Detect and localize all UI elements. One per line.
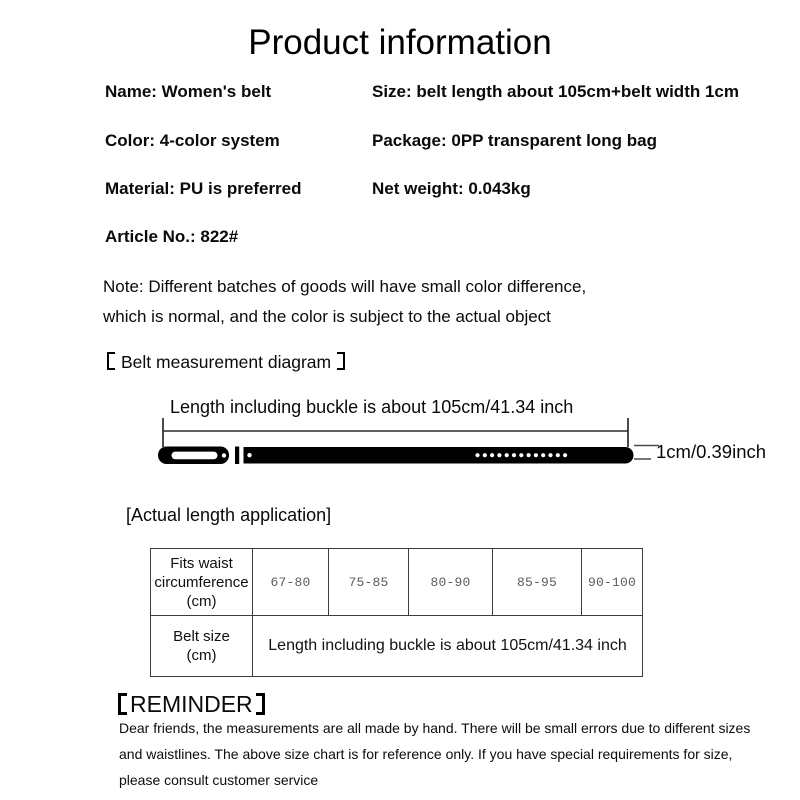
belt-hole xyxy=(483,453,487,457)
belt-hole xyxy=(534,453,538,457)
left-lenticular-bracket-icon xyxy=(118,693,127,715)
belt-hole xyxy=(548,453,552,457)
note-line: Note: Different batches of goods will have small color difference, xyxy=(103,277,587,296)
waist-range-cell: 67-80 xyxy=(253,549,329,616)
belt-width-label: 1cm/0.39inch xyxy=(656,441,767,462)
belt-hole xyxy=(556,453,560,457)
left-lenticular-bracket-icon xyxy=(107,352,115,370)
spec-name: Name: Women's belt xyxy=(105,82,272,101)
spec-article-no: Article No.: 822# xyxy=(105,227,239,246)
belt-hole xyxy=(505,453,509,457)
length-dimension-line xyxy=(163,418,628,447)
belt-size-header-line: Belt size xyxy=(173,628,230,645)
belt-hole xyxy=(497,453,501,457)
belt-hole xyxy=(519,453,523,457)
page-title: Product information xyxy=(248,23,552,62)
reminder-line: Dear friends, the measurements are all made by hand. There will be small errors due to different sizes xyxy=(119,720,751,736)
size-chart-table xyxy=(150,548,643,677)
spec-row xyxy=(105,227,785,249)
belt-loop xyxy=(235,447,239,465)
reminder-heading-label: REMINDER xyxy=(130,691,253,717)
spec-row xyxy=(105,131,785,153)
waist-header-line: Fits waist xyxy=(170,554,233,572)
spec-material: Material: PU is preferred xyxy=(105,179,302,198)
note-line: which is normal, and the color is subject to the actual object xyxy=(103,307,551,326)
belt-measurement-heading-label: Belt measurement diagram xyxy=(121,352,332,372)
buckle-slot xyxy=(172,452,218,460)
right-lenticular-bracket-icon xyxy=(256,693,265,715)
belt-size-header-cell xyxy=(151,616,253,677)
waist-circumference-row xyxy=(151,549,643,616)
right-lenticular-bracket-icon xyxy=(337,352,345,370)
belt-size-row xyxy=(151,616,643,677)
belt-size-header-line: (cm) xyxy=(186,647,217,664)
belt-length-label: Length including buckle is about 105cm/41.34 inch xyxy=(170,397,574,417)
color-difference-note xyxy=(103,272,586,332)
belt-hole xyxy=(541,453,545,457)
belt-measurement-heading xyxy=(107,352,345,373)
spec-size: Size: belt length about 105cm+belt width 1cm xyxy=(372,82,739,101)
waist-header-line: (cm) xyxy=(186,592,217,610)
waist-range-cell: 85-95 xyxy=(493,549,582,616)
waist-header-cell xyxy=(151,549,253,616)
belt-hole xyxy=(247,453,251,457)
waist-header-line: circumference xyxy=(154,573,249,591)
reminder-line: and waistlines. The above size chart is for reference only. If you have special requirements for size, xyxy=(119,746,733,762)
waist-range-cell: 90-100 xyxy=(582,549,643,616)
belt-size-value-cell: Length including buckle is about 105cm/41.34 inch xyxy=(253,616,643,677)
actual-length-heading: [Actual length application] xyxy=(126,505,332,525)
waist-range-cell: 80-90 xyxy=(409,549,493,616)
reminder-line: please consult customer service xyxy=(119,772,319,788)
reminder-text xyxy=(119,715,791,793)
belt-hole xyxy=(527,453,531,457)
spec-color: Color: 4-color system xyxy=(105,131,280,150)
belt-hole xyxy=(563,453,567,457)
spec-package: Package: 0PP transparent long bag xyxy=(372,131,657,150)
belt-hole xyxy=(490,453,494,457)
belt-strap xyxy=(244,447,634,464)
spec-net-weight: Net weight: 0.043kg xyxy=(372,179,531,198)
belt-hole xyxy=(512,453,516,457)
waist-range-cell: 75-85 xyxy=(329,549,409,616)
spec-row xyxy=(105,82,785,104)
belt-hole xyxy=(475,453,479,457)
spec-row xyxy=(105,179,785,201)
belt-illustration xyxy=(158,447,634,465)
reminder-heading xyxy=(118,691,265,718)
buckle-pin-hole xyxy=(222,453,226,457)
